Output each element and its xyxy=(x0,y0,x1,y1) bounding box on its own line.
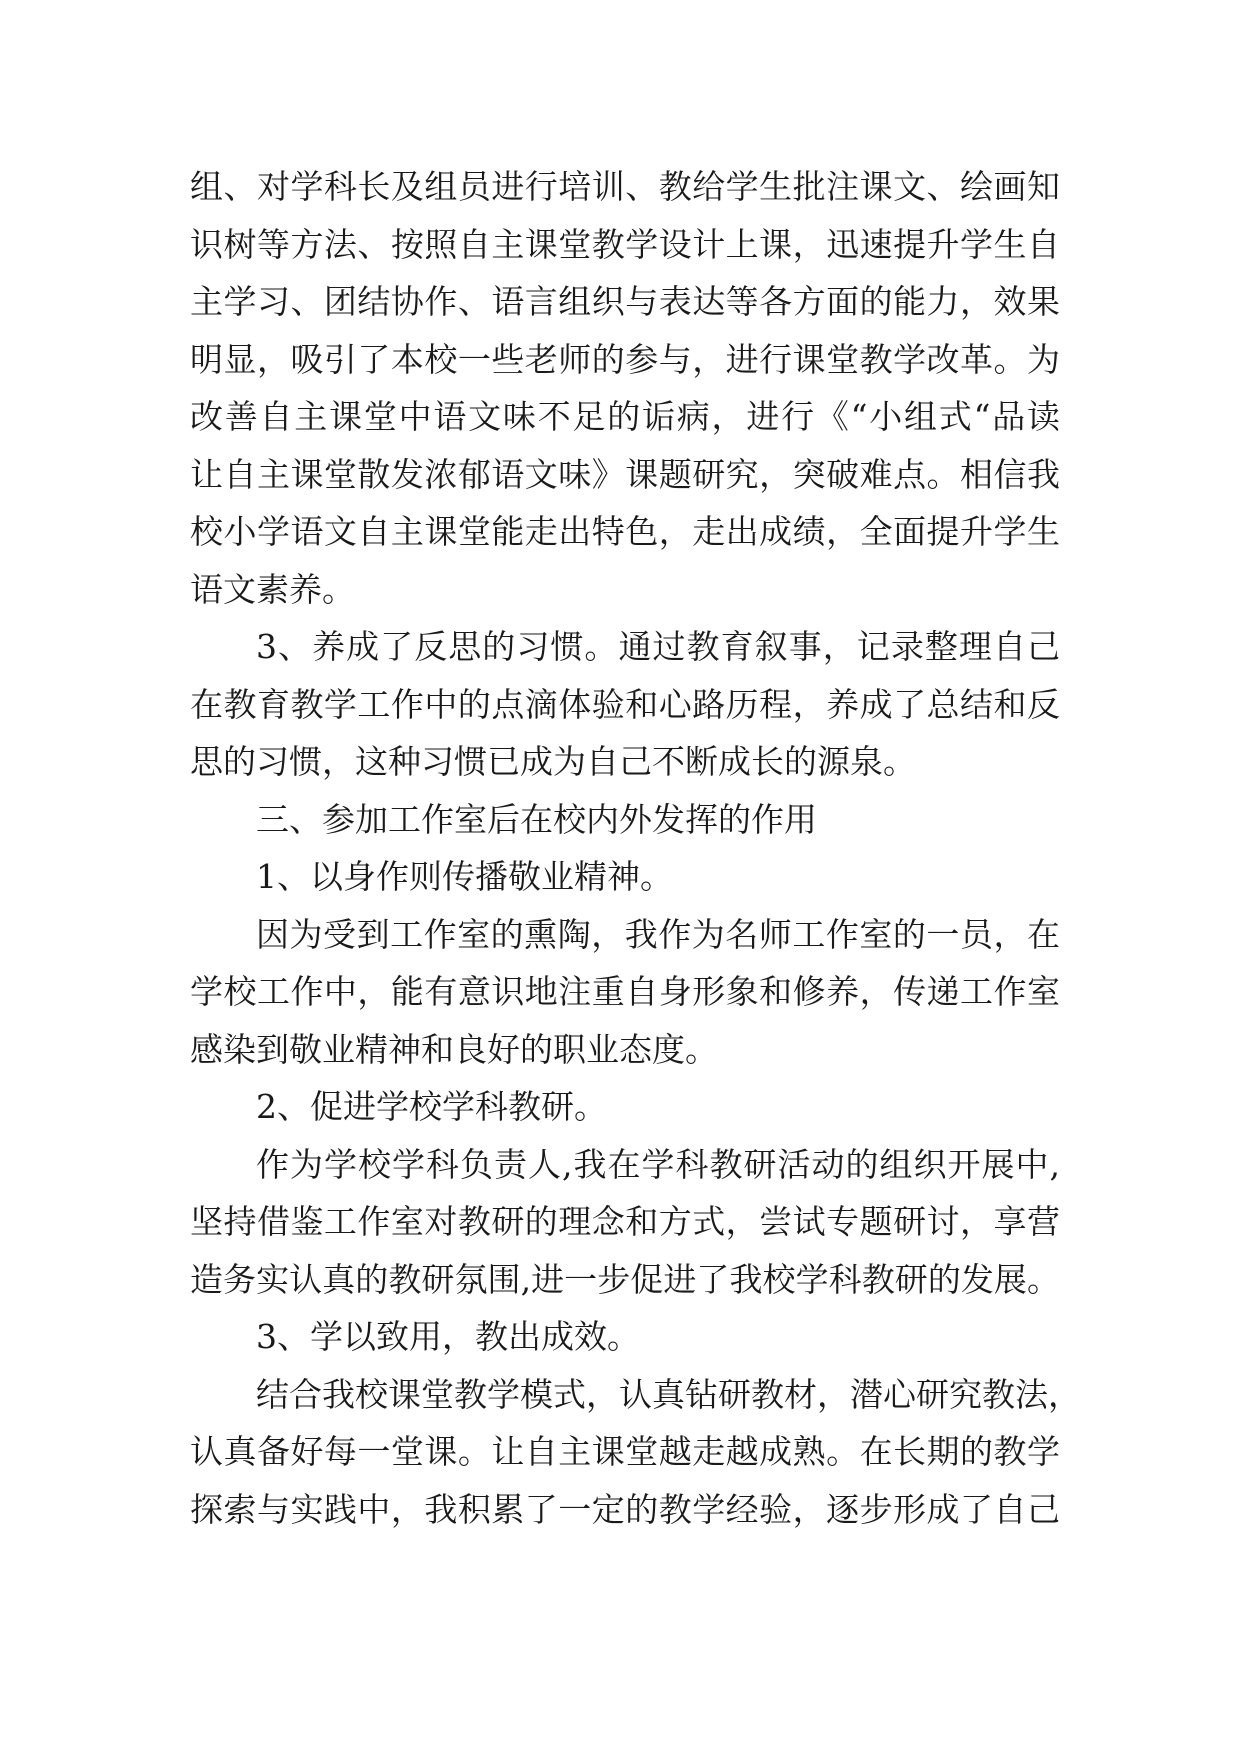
text-line: 让自主课堂散发浓郁语文味》课题研究，突破难点。相信我 xyxy=(190,454,1060,494)
text-line: 3、养成了反思的习惯。通过教育叙事，记录整理自己 xyxy=(256,627,1060,666)
text-line: 结合我校课堂教学模式，认真钻研教材，潜心研究教法， xyxy=(256,1374,1081,1414)
text-line: 坚持借鉴工作室对教研的理念和方式，尝试专题研讨，享营 xyxy=(190,1202,1060,1241)
text-line: 组、对学科长及组员进行培训、教给学生批注课文、绘画知 xyxy=(190,167,1060,206)
text-line: 认真备好每一堂课。让自主课堂越走越成熟。在长期的教学 xyxy=(190,1432,1060,1471)
text-line: 三、参加工作室后在校内外发挥的作用 xyxy=(256,799,817,839)
text-line: 思的习惯，这种习惯已成为自己不断成长的源泉。 xyxy=(190,742,916,781)
text-line: 在教育教学工作中的点滴体验和心路历程，养成了总结和反 xyxy=(190,684,1060,724)
text-line: 作为学校学科负责人,我在学科教研活动的组织开展中, xyxy=(256,1144,1060,1184)
text-line: 感染到敬业精神和良好的职业态度。 xyxy=(190,1029,718,1069)
text-line: 2、促进学校学科教研。 xyxy=(256,1087,607,1126)
text-line: 因为受到工作室的熏陶，我作为名师工作室的一员，在 xyxy=(256,914,1060,954)
body-text xyxy=(190,158,1081,1538)
text-line: 造务实认真的教研氛围,进一步促进了我校学科教研的发展。 xyxy=(190,1259,1060,1299)
text-line: 1、以身作则传播敬业精神。 xyxy=(256,857,673,896)
text-line: 改善自主课堂中语文味不足的诟病，进行《“小组式“品读 xyxy=(190,397,1060,436)
text-line: 明显，吸引了本校一些老师的参与，进行课堂教学改革。为 xyxy=(190,339,1060,379)
text-line: 主学习、团结协作、语言组织与表达等各方面的能力，效果 xyxy=(190,282,1060,321)
text-line: 校小学语文自主课堂能走出特色，走出成绩，全面提升学生 xyxy=(190,512,1060,551)
text-line: 识树等方法、按照自主课堂教学设计上课，迅速提升学生自 xyxy=(190,224,1060,264)
text-line: 语文素养。 xyxy=(190,569,355,609)
text-line: 3、学以致用，教出成效。 xyxy=(256,1317,640,1356)
text-line: 探索与实践中，我积累了一定的教学经验，逐步形成了自己 xyxy=(190,1489,1060,1529)
text-line: 学校工作中，能有意识地注重自身形象和修养，传递工作室 xyxy=(190,972,1060,1011)
